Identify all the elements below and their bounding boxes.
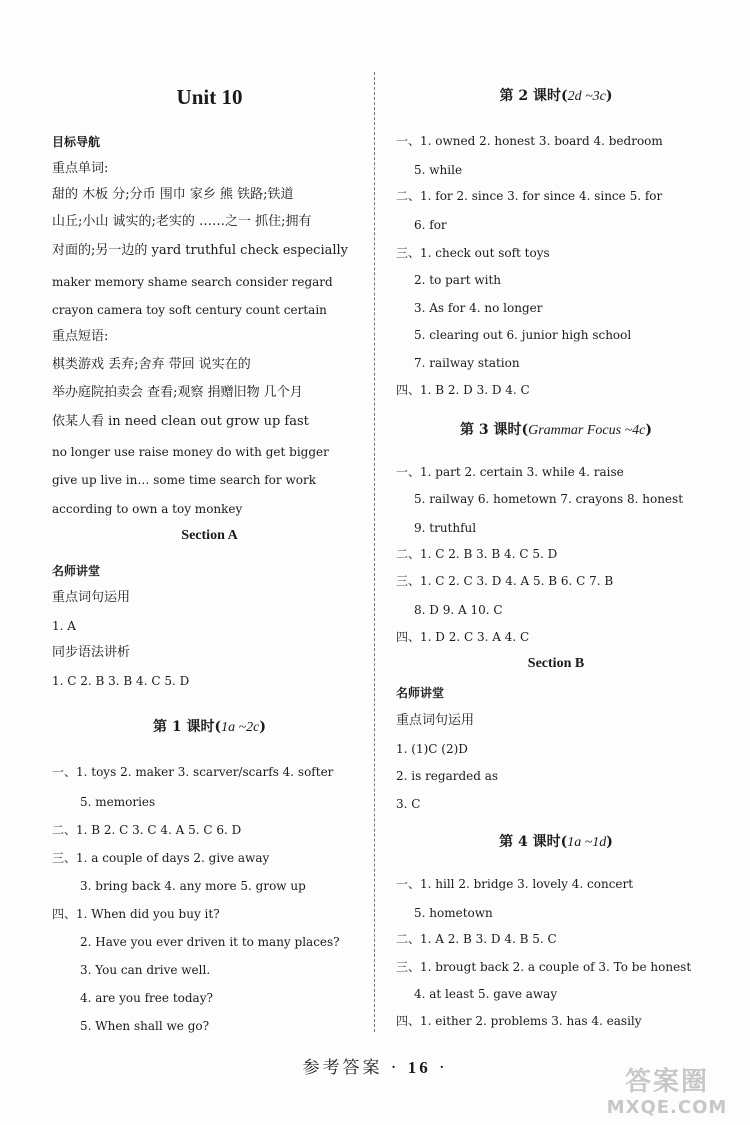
lesson-3-answer-line: 5. railway 6. hometown 7. crayons 8. honest xyxy=(414,492,684,506)
lesson-1-answer-line: 一、1. toys 2. maker 3. scarver/scarfs 4. softer xyxy=(52,765,334,779)
lesson-2-answer-line: 5. while xyxy=(414,163,463,177)
key-usage-label: 重点词句运用 xyxy=(52,590,131,605)
lesson-1-title: 第 1 课时(1a ~2c) xyxy=(152,719,267,735)
key-words-line: 山丘;小山 诚实的;老实的 ……之一 抓住;拥有 xyxy=(52,214,312,229)
lesson-2-answer-line: 3. As for 4. no longer xyxy=(414,301,543,315)
lesson-1-answer-line: 3. bring back 4. any more 5. grow up xyxy=(80,879,306,893)
key-phrases-line: no longer use raise money do with get bigger xyxy=(52,445,329,459)
footer-dot: · xyxy=(390,1058,400,1078)
lesson-1-answer-line: 四、1. When did you buy it? xyxy=(52,907,220,921)
lesson-1-answer-line: 2. Have you ever driven it to many places? xyxy=(80,935,340,949)
lesson-4-title: 第 4 课时(1a ~1d) xyxy=(499,834,613,850)
lesson-4-answer-line: 4. at least 5. gave away xyxy=(414,987,558,1001)
footer-dot: · xyxy=(439,1058,448,1078)
lesson-2-answer-line: 三、1. check out soft toys xyxy=(396,246,550,260)
lesson-1-answer-line: 5. memories xyxy=(80,795,156,809)
watermark-logo-text: 答案圈 xyxy=(624,1067,709,1097)
lesson-4-answer-line: 四、1. either 2. problems 3. has 4. easily xyxy=(396,1014,642,1028)
key-phrases-label: 重点短语: xyxy=(52,329,109,344)
goal-nav-heading: 目标导航 xyxy=(52,135,101,149)
key-usage-label: 重点词句运用 xyxy=(396,713,475,728)
grammar-answer: 1. C 2. B 3. B 4. C 5. D xyxy=(52,674,190,688)
lesson-3-answer-line: 四、1. D 2. C 3. A 4. C xyxy=(396,630,530,644)
key-phrases-line: 棋类游戏 丢弃;舍弃 带回 说实在的 xyxy=(52,357,251,372)
key-words-line: 对面的;另一边的 yard truthful check especially xyxy=(52,243,349,258)
usage-answer-line: 2. is regarded as xyxy=(396,769,499,783)
key-words-label: 重点单词: xyxy=(52,161,109,176)
lesson-1-answer-line: 3. You can drive well. xyxy=(80,963,211,977)
watermark-url: MXQE.COM xyxy=(606,1097,728,1118)
page-number: 16 xyxy=(407,1058,431,1077)
teacher-class-heading: 名师讲堂 xyxy=(52,564,101,578)
watermark-logo xyxy=(592,1067,742,1119)
grammar-label: 同步语法讲析 xyxy=(52,645,131,660)
lesson-4-answer-line: 一、1. hill 2. bridge 3. lovely 4. concert xyxy=(396,877,634,891)
usage-answer-line: 1. (1)C (2)D xyxy=(396,742,468,756)
lesson-2-title: 第 2 课时(2d ~3c) xyxy=(499,88,613,104)
usage-answer-line: 3. C xyxy=(396,797,421,811)
lesson-3-title: 第 3 课时(Grammar Focus ~4c) xyxy=(460,422,652,438)
lesson-2-answer-line: 5. clearing out 6. junior high school xyxy=(414,328,632,342)
key-phrases-line: according to own a toy monkey xyxy=(52,502,243,516)
lesson-3-answer-line: 8. D 9. A 10. C xyxy=(414,603,503,617)
key-words-line: 甜的 木板 分;分币 围巾 家乡 熊 铁路;铁道 xyxy=(52,187,294,202)
section-a-heading: Section A xyxy=(181,528,238,543)
lesson-2-answer-line: 一、1. owned 2. honest 3. board 4. bedroom xyxy=(396,134,663,148)
lesson-3-answer-line: 三、1. C 2. C 3. D 4. A 5. B 6. C 7. B xyxy=(396,574,614,588)
key-words-line: maker memory shame search consider regard xyxy=(52,275,333,289)
lesson-1-answer-line: 4. are you free today? xyxy=(80,991,213,1005)
lesson-3-answer-line: 一、1. part 2. certain 3. while 4. raise xyxy=(396,465,624,479)
key-phrases-line: give up live in… some time search for work xyxy=(52,473,316,487)
usage-answer: 1. A xyxy=(52,619,76,633)
lesson-3-answer-line: 二、1. C 2. B 3. B 4. C 5. D xyxy=(396,547,558,561)
lesson-4-answer-line: 5. hometown xyxy=(414,906,493,920)
lesson-2-answer-line: 四、1. B 2. D 3. D 4. C xyxy=(396,383,530,397)
section-b-heading: Section B xyxy=(527,656,585,671)
lesson-4-answer-line: 三、1. brougt back 2. a couple of 3. To be honest xyxy=(396,960,692,974)
lesson-2-answer-line: 2. to part with xyxy=(414,273,501,287)
column-divider xyxy=(374,72,375,1032)
key-phrases-line: 举办庭院拍卖会 查看;观察 捐赠旧物 几个月 xyxy=(52,385,303,400)
key-phrases-line: 依某人看 in need clean out grow up fast xyxy=(52,414,309,429)
lesson-2-answer-line: 二、1. for 2. since 3. for since 4. since 5. for xyxy=(396,189,663,203)
unit-title: Unit 10 xyxy=(176,85,243,109)
teacher-class-heading: 名师讲堂 xyxy=(396,686,445,700)
key-words-line: crayon camera toy soft century count certain xyxy=(52,303,327,317)
lesson-4-answer-line: 二、1. A 2. B 3. D 4. B 5. C xyxy=(396,932,557,946)
lesson-1-answer-line: 5. When shall we go? xyxy=(80,1019,210,1033)
lesson-2-answer-line: 6. for xyxy=(414,218,447,232)
lesson-1-answer-line: 二、1. B 2. C 3. C 4. A 5. C 6. D xyxy=(52,823,242,837)
footer-label: 参考答案 xyxy=(302,1058,383,1078)
lesson-2-answer-line: 7. railway station xyxy=(414,356,520,370)
lesson-1-answer-line: 三、1. a couple of days 2. give away xyxy=(52,851,270,865)
lesson-3-answer-line: 9. truthful xyxy=(414,521,477,535)
